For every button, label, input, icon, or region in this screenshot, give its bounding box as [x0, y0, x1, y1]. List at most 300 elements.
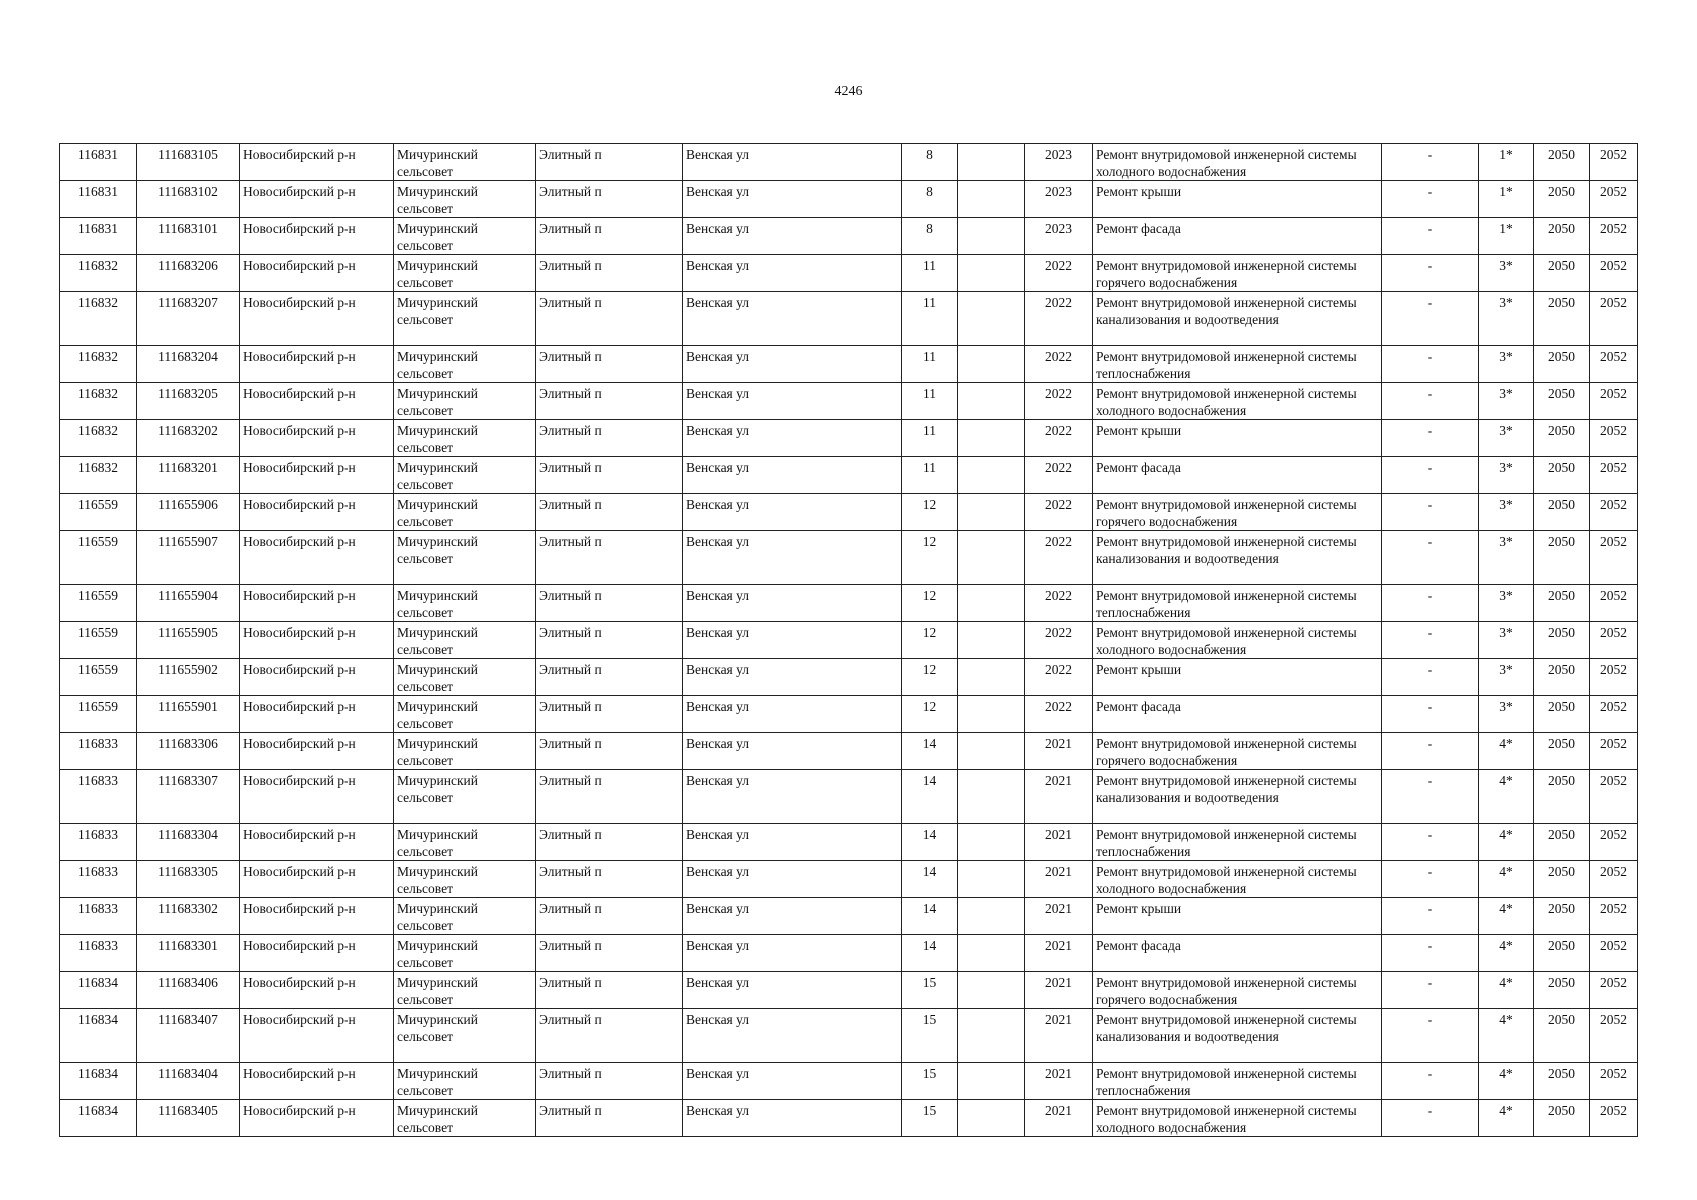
work-code-cell: 111655905 — [137, 622, 240, 659]
house-number-cell: 12 — [902, 531, 958, 585]
year-cell: 2022 — [1025, 292, 1093, 346]
district-cell: Новосибирский р-н — [240, 420, 394, 457]
object-id-cell: 116834 — [60, 1063, 137, 1100]
start-year-cell: 2050 — [1534, 898, 1590, 935]
dash-cell: - — [1382, 861, 1479, 898]
council-cell: Мичуринский сельсовет — [394, 494, 536, 531]
dash-cell: - — [1382, 1063, 1479, 1100]
object-id-cell: 116833 — [60, 733, 137, 770]
year-cell: 2021 — [1025, 861, 1093, 898]
year-cell: 2022 — [1025, 659, 1093, 696]
end-year-cell: 2052 — [1590, 935, 1638, 972]
year-cell: 2022 — [1025, 346, 1093, 383]
start-year-cell: 2050 — [1534, 622, 1590, 659]
settlement-cell: Элитный п — [536, 770, 683, 824]
street-cell: Венская ул — [683, 457, 902, 494]
work-type-cell: Ремонт крыши — [1093, 898, 1382, 935]
settlement-cell: Элитный п — [536, 255, 683, 292]
start-year-cell: 2050 — [1534, 218, 1590, 255]
dash-cell: - — [1382, 383, 1479, 420]
year-cell: 2022 — [1025, 696, 1093, 733]
settlement-cell: Элитный п — [536, 733, 683, 770]
work-code-cell: 111655906 — [137, 494, 240, 531]
empty-cell — [958, 622, 1025, 659]
council-cell: Мичуринский сельсовет — [394, 383, 536, 420]
table-row — [60, 861, 1638, 898]
district-cell: Новосибирский р-н — [240, 770, 394, 824]
work-type-cell: Ремонт крыши — [1093, 181, 1382, 218]
settlement-cell: Элитный п — [536, 181, 683, 218]
object-id-cell: 116559 — [60, 622, 137, 659]
work-type-cell: Ремонт крыши — [1093, 420, 1382, 457]
work-code-cell: 111683204 — [137, 346, 240, 383]
settlement-cell: Элитный п — [536, 420, 683, 457]
start-year-cell: 2050 — [1534, 824, 1590, 861]
empty-cell — [958, 972, 1025, 1009]
dash-cell: - — [1382, 218, 1479, 255]
object-id-cell: 116831 — [60, 181, 137, 218]
street-cell: Венская ул — [683, 383, 902, 420]
table-body — [60, 144, 1638, 1137]
mark-cell: 3* — [1479, 531, 1534, 585]
work-code-cell: 111655907 — [137, 531, 240, 585]
mark-cell: 3* — [1479, 622, 1534, 659]
year-cell: 2022 — [1025, 457, 1093, 494]
council-cell: Мичуринский сельсовет — [394, 622, 536, 659]
mark-cell: 3* — [1479, 457, 1534, 494]
street-cell: Венская ул — [683, 585, 902, 622]
dash-cell: - — [1382, 898, 1479, 935]
mark-cell: 3* — [1479, 494, 1534, 531]
mark-cell: 3* — [1479, 292, 1534, 346]
table-row — [60, 457, 1638, 494]
year-cell: 2022 — [1025, 622, 1093, 659]
work-code-cell: 111655901 — [137, 696, 240, 733]
district-cell: Новосибирский р-н — [240, 383, 394, 420]
house-number-cell: 8 — [902, 144, 958, 181]
start-year-cell: 2050 — [1534, 972, 1590, 1009]
end-year-cell: 2052 — [1590, 292, 1638, 346]
year-cell: 2022 — [1025, 494, 1093, 531]
table-row — [60, 585, 1638, 622]
house-number-cell: 12 — [902, 494, 958, 531]
work-code-cell: 111655904 — [137, 585, 240, 622]
dash-cell: - — [1382, 972, 1479, 1009]
council-cell: Мичуринский сельсовет — [394, 770, 536, 824]
mark-cell: 4* — [1479, 824, 1534, 861]
start-year-cell: 2050 — [1534, 585, 1590, 622]
settlement-cell: Элитный п — [536, 1100, 683, 1137]
house-number-cell: 15 — [902, 1100, 958, 1137]
mark-cell: 4* — [1479, 861, 1534, 898]
work-code-cell: 111683207 — [137, 292, 240, 346]
house-number-cell: 12 — [902, 622, 958, 659]
mark-cell: 4* — [1479, 733, 1534, 770]
table-row — [60, 659, 1638, 696]
year-cell: 2021 — [1025, 1063, 1093, 1100]
district-cell: Новосибирский р-н — [240, 898, 394, 935]
start-year-cell: 2050 — [1534, 1063, 1590, 1100]
year-cell: 2022 — [1025, 531, 1093, 585]
work-code-cell: 111683301 — [137, 935, 240, 972]
mark-cell: 4* — [1479, 1009, 1534, 1063]
council-cell: Мичуринский сельсовет — [394, 218, 536, 255]
work-type-cell: Ремонт внутридомовой инженерной системы холодного водоснабжения — [1093, 861, 1382, 898]
house-number-cell: 11 — [902, 457, 958, 494]
table-row — [60, 420, 1638, 457]
district-cell: Новосибирский р-н — [240, 659, 394, 696]
house-number-cell: 12 — [902, 696, 958, 733]
house-number-cell: 11 — [902, 346, 958, 383]
empty-cell — [958, 733, 1025, 770]
settlement-cell: Элитный п — [536, 824, 683, 861]
start-year-cell: 2050 — [1534, 1100, 1590, 1137]
end-year-cell: 2052 — [1590, 144, 1638, 181]
end-year-cell: 2052 — [1590, 770, 1638, 824]
start-year-cell: 2050 — [1534, 696, 1590, 733]
work-code-cell: 111683202 — [137, 420, 240, 457]
council-cell: Мичуринский сельсовет — [394, 144, 536, 181]
work-code-cell: 111683206 — [137, 255, 240, 292]
object-id-cell: 116559 — [60, 696, 137, 733]
dash-cell: - — [1382, 420, 1479, 457]
year-cell: 2022 — [1025, 255, 1093, 292]
empty-cell — [958, 181, 1025, 218]
end-year-cell: 2052 — [1590, 218, 1638, 255]
settlement-cell: Элитный п — [536, 457, 683, 494]
mark-cell: 4* — [1479, 1100, 1534, 1137]
end-year-cell: 2052 — [1590, 255, 1638, 292]
table-row — [60, 383, 1638, 420]
mark-cell: 4* — [1479, 898, 1534, 935]
dash-cell: - — [1382, 457, 1479, 494]
year-cell: 2022 — [1025, 585, 1093, 622]
end-year-cell: 2052 — [1590, 622, 1638, 659]
house-number-cell: 12 — [902, 659, 958, 696]
district-cell: Новосибирский р-н — [240, 144, 394, 181]
table-row — [60, 824, 1638, 861]
work-code-cell: 111683205 — [137, 383, 240, 420]
object-id-cell: 116833 — [60, 824, 137, 861]
council-cell: Мичуринский сельсовет — [394, 898, 536, 935]
work-type-cell: Ремонт внутридомовой инженерной системы горячего водоснабжения — [1093, 733, 1382, 770]
object-id-cell: 116559 — [60, 531, 137, 585]
house-number-cell: 14 — [902, 824, 958, 861]
year-cell: 2023 — [1025, 181, 1093, 218]
start-year-cell: 2050 — [1534, 292, 1590, 346]
table-row — [60, 255, 1638, 292]
work-type-cell: Ремонт фасада — [1093, 457, 1382, 494]
street-cell: Венская ул — [683, 420, 902, 457]
settlement-cell: Элитный п — [536, 585, 683, 622]
work-code-cell: 111683406 — [137, 972, 240, 1009]
start-year-cell: 2050 — [1534, 383, 1590, 420]
house-number-cell: 14 — [902, 770, 958, 824]
start-year-cell: 2050 — [1534, 420, 1590, 457]
dash-cell: - — [1382, 1009, 1479, 1063]
end-year-cell: 2052 — [1590, 531, 1638, 585]
end-year-cell: 2052 — [1590, 585, 1638, 622]
house-number-cell: 14 — [902, 898, 958, 935]
table-row — [60, 1100, 1638, 1137]
object-id-cell: 116832 — [60, 292, 137, 346]
dash-cell: - — [1382, 585, 1479, 622]
empty-cell — [958, 346, 1025, 383]
object-id-cell: 116834 — [60, 1100, 137, 1137]
dash-cell: - — [1382, 659, 1479, 696]
street-cell: Венская ул — [683, 696, 902, 733]
object-id-cell: 116832 — [60, 383, 137, 420]
district-cell: Новосибирский р-н — [240, 972, 394, 1009]
street-cell: Венская ул — [683, 531, 902, 585]
dash-cell: - — [1382, 935, 1479, 972]
district-cell: Новосибирский р-н — [240, 696, 394, 733]
object-id-cell: 116834 — [60, 1009, 137, 1063]
street-cell: Венская ул — [683, 733, 902, 770]
start-year-cell: 2050 — [1534, 770, 1590, 824]
dash-cell: - — [1382, 1100, 1479, 1137]
street-cell: Венская ул — [683, 494, 902, 531]
work-type-cell: Ремонт внутридомовой инженерной системы горячего водоснабжения — [1093, 494, 1382, 531]
mark-cell: 4* — [1479, 1063, 1534, 1100]
table-row — [60, 494, 1638, 531]
work-type-cell: Ремонт внутридомовой инженерной системы холодного водоснабжения — [1093, 144, 1382, 181]
empty-cell — [958, 585, 1025, 622]
council-cell: Мичуринский сельсовет — [394, 292, 536, 346]
end-year-cell: 2052 — [1590, 420, 1638, 457]
work-code-cell: 111683307 — [137, 770, 240, 824]
work-code-cell: 111655902 — [137, 659, 240, 696]
district-cell: Новосибирский р-н — [240, 622, 394, 659]
object-id-cell: 116559 — [60, 585, 137, 622]
start-year-cell: 2050 — [1534, 531, 1590, 585]
street-cell: Венская ул — [683, 622, 902, 659]
house-number-cell: 11 — [902, 383, 958, 420]
mark-cell: 3* — [1479, 585, 1534, 622]
work-type-cell: Ремонт внутридомовой инженерной системы теплоснабжения — [1093, 1063, 1382, 1100]
empty-cell — [958, 824, 1025, 861]
work-type-cell: Ремонт внутридомовой инженерной системы канализования и водоотведения — [1093, 531, 1382, 585]
start-year-cell: 2050 — [1534, 494, 1590, 531]
start-year-cell: 2050 — [1534, 181, 1590, 218]
work-type-cell: Ремонт внутридомовой инженерной системы канализования и водоотведения — [1093, 1009, 1382, 1063]
street-cell: Венская ул — [683, 770, 902, 824]
settlement-cell: Элитный п — [536, 935, 683, 972]
dash-cell: - — [1382, 622, 1479, 659]
house-number-cell: 14 — [902, 733, 958, 770]
settlement-cell: Элитный п — [536, 861, 683, 898]
work-type-cell: Ремонт крыши — [1093, 659, 1382, 696]
settlement-cell: Элитный п — [536, 622, 683, 659]
work-code-cell: 111683305 — [137, 861, 240, 898]
end-year-cell: 2052 — [1590, 898, 1638, 935]
work-code-cell: 111683405 — [137, 1100, 240, 1137]
end-year-cell: 2052 — [1590, 1009, 1638, 1063]
settlement-cell: Элитный п — [536, 898, 683, 935]
dash-cell: - — [1382, 696, 1479, 733]
district-cell: Новосибирский р-н — [240, 1100, 394, 1137]
work-type-cell: Ремонт внутридомовой инженерной системы холодного водоснабжения — [1093, 1100, 1382, 1137]
object-id-cell: 116832 — [60, 457, 137, 494]
start-year-cell: 2050 — [1534, 861, 1590, 898]
end-year-cell: 2052 — [1590, 1063, 1638, 1100]
object-id-cell: 116832 — [60, 255, 137, 292]
street-cell: Венская ул — [683, 972, 902, 1009]
mark-cell: 1* — [1479, 144, 1534, 181]
table-row — [60, 935, 1638, 972]
start-year-cell: 2050 — [1534, 935, 1590, 972]
street-cell: Венская ул — [683, 255, 902, 292]
year-cell: 2021 — [1025, 972, 1093, 1009]
council-cell: Мичуринский сельсовет — [394, 824, 536, 861]
council-cell: Мичуринский сельсовет — [394, 935, 536, 972]
empty-cell — [958, 935, 1025, 972]
dash-cell: - — [1382, 770, 1479, 824]
object-id-cell: 116834 — [60, 972, 137, 1009]
end-year-cell: 2052 — [1590, 181, 1638, 218]
start-year-cell: 2050 — [1534, 659, 1590, 696]
dash-cell: - — [1382, 181, 1479, 218]
empty-cell — [958, 1063, 1025, 1100]
work-code-cell: 111683101 — [137, 218, 240, 255]
work-type-cell: Ремонт внутридомовой инженерной системы теплоснабжения — [1093, 346, 1382, 383]
dash-cell: - — [1382, 733, 1479, 770]
work-code-cell: 111683407 — [137, 1009, 240, 1063]
year-cell: 2023 — [1025, 144, 1093, 181]
council-cell: Мичуринский сельсовет — [394, 972, 536, 1009]
empty-cell — [958, 1100, 1025, 1137]
district-cell: Новосибирский р-н — [240, 733, 394, 770]
council-cell: Мичуринский сельсовет — [394, 659, 536, 696]
object-id-cell: 116833 — [60, 898, 137, 935]
object-id-cell: 116833 — [60, 770, 137, 824]
house-number-cell: 8 — [902, 218, 958, 255]
year-cell: 2021 — [1025, 824, 1093, 861]
object-id-cell: 116832 — [60, 346, 137, 383]
district-cell: Новосибирский р-н — [240, 824, 394, 861]
start-year-cell: 2050 — [1534, 1009, 1590, 1063]
work-type-cell: Ремонт внутридомовой инженерной системы теплоснабжения — [1093, 585, 1382, 622]
start-year-cell: 2050 — [1534, 346, 1590, 383]
dash-cell: - — [1382, 824, 1479, 861]
settlement-cell: Элитный п — [536, 383, 683, 420]
work-type-cell: Ремонт внутридомовой инженерной системы холодного водоснабжения — [1093, 383, 1382, 420]
house-number-cell: 15 — [902, 1063, 958, 1100]
empty-cell — [958, 531, 1025, 585]
council-cell: Мичуринский сельсовет — [394, 1100, 536, 1137]
street-cell: Венская ул — [683, 1009, 902, 1063]
house-number-cell: 12 — [902, 585, 958, 622]
work-type-cell: Ремонт внутридомовой инженерной системы горячего водоснабжения — [1093, 255, 1382, 292]
council-cell: Мичуринский сельсовет — [394, 861, 536, 898]
district-cell: Новосибирский р-н — [240, 292, 394, 346]
work-type-cell: Ремонт фасада — [1093, 218, 1382, 255]
object-id-cell: 116832 — [60, 420, 137, 457]
table-row — [60, 770, 1638, 824]
work-code-cell: 111683201 — [137, 457, 240, 494]
house-number-cell: 11 — [902, 292, 958, 346]
district-cell: Новосибирский р-н — [240, 346, 394, 383]
settlement-cell: Элитный п — [536, 494, 683, 531]
dash-cell: - — [1382, 494, 1479, 531]
settlement-cell: Элитный п — [536, 1063, 683, 1100]
year-cell: 2022 — [1025, 420, 1093, 457]
mark-cell: 4* — [1479, 770, 1534, 824]
settlement-cell: Элитный п — [536, 144, 683, 181]
dash-cell: - — [1382, 255, 1479, 292]
end-year-cell: 2052 — [1590, 733, 1638, 770]
settlement-cell: Элитный п — [536, 531, 683, 585]
district-cell: Новосибирский р-н — [240, 861, 394, 898]
street-cell: Венская ул — [683, 346, 902, 383]
settlement-cell: Элитный п — [536, 972, 683, 1009]
settlement-cell: Элитный п — [536, 696, 683, 733]
year-cell: 2021 — [1025, 770, 1093, 824]
district-cell: Новосибирский р-н — [240, 255, 394, 292]
settlement-cell: Элитный п — [536, 346, 683, 383]
settlement-cell: Элитный п — [536, 218, 683, 255]
end-year-cell: 2052 — [1590, 824, 1638, 861]
work-code-cell: 111683302 — [137, 898, 240, 935]
council-cell: Мичуринский сельсовет — [394, 585, 536, 622]
council-cell: Мичуринский сельсовет — [394, 1009, 536, 1063]
table-row — [60, 1009, 1638, 1063]
work-type-cell: Ремонт внутридомовой инженерной системы холодного водоснабжения — [1093, 622, 1382, 659]
street-cell: Венская ул — [683, 181, 902, 218]
empty-cell — [958, 898, 1025, 935]
end-year-cell: 2052 — [1590, 696, 1638, 733]
object-id-cell: 116831 — [60, 144, 137, 181]
mark-cell: 3* — [1479, 346, 1534, 383]
street-cell: Венская ул — [683, 861, 902, 898]
end-year-cell: 2052 — [1590, 383, 1638, 420]
street-cell: Венская ул — [683, 292, 902, 346]
council-cell: Мичуринский сельсовет — [394, 1063, 536, 1100]
year-cell: 2023 — [1025, 218, 1093, 255]
work-type-cell: Ремонт внутридомовой инженерной системы горячего водоснабжения — [1093, 972, 1382, 1009]
mark-cell: 4* — [1479, 935, 1534, 972]
page-number: 4246 — [834, 84, 863, 99]
empty-cell — [958, 420, 1025, 457]
house-number-cell: 8 — [902, 181, 958, 218]
council-cell: Мичуринский сельсовет — [394, 420, 536, 457]
empty-cell — [958, 861, 1025, 898]
table-row — [60, 292, 1638, 346]
mark-cell: 3* — [1479, 659, 1534, 696]
street-cell: Венская ул — [683, 144, 902, 181]
year-cell: 2021 — [1025, 1100, 1093, 1137]
end-year-cell: 2052 — [1590, 1100, 1638, 1137]
year-cell: 2021 — [1025, 733, 1093, 770]
empty-cell — [958, 218, 1025, 255]
work-type-cell: Ремонт внутридомовой инженерной системы канализования и водоотведения — [1093, 770, 1382, 824]
street-cell: Венская ул — [683, 935, 902, 972]
table-row — [60, 144, 1638, 181]
year-cell: 2021 — [1025, 898, 1093, 935]
mark-cell: 4* — [1479, 972, 1534, 1009]
table-row — [60, 218, 1638, 255]
end-year-cell: 2052 — [1590, 972, 1638, 1009]
work-type-cell: Ремонт внутридомовой инженерной системы канализования и водоотведения — [1093, 292, 1382, 346]
district-cell: Новосибирский р-н — [240, 494, 394, 531]
year-cell: 2021 — [1025, 1009, 1093, 1063]
settlement-cell: Элитный п — [536, 659, 683, 696]
house-number-cell: 15 — [902, 972, 958, 1009]
table-row — [60, 972, 1638, 1009]
table-row — [60, 181, 1638, 218]
end-year-cell: 2052 — [1590, 494, 1638, 531]
street-cell: Венская ул — [683, 1063, 902, 1100]
